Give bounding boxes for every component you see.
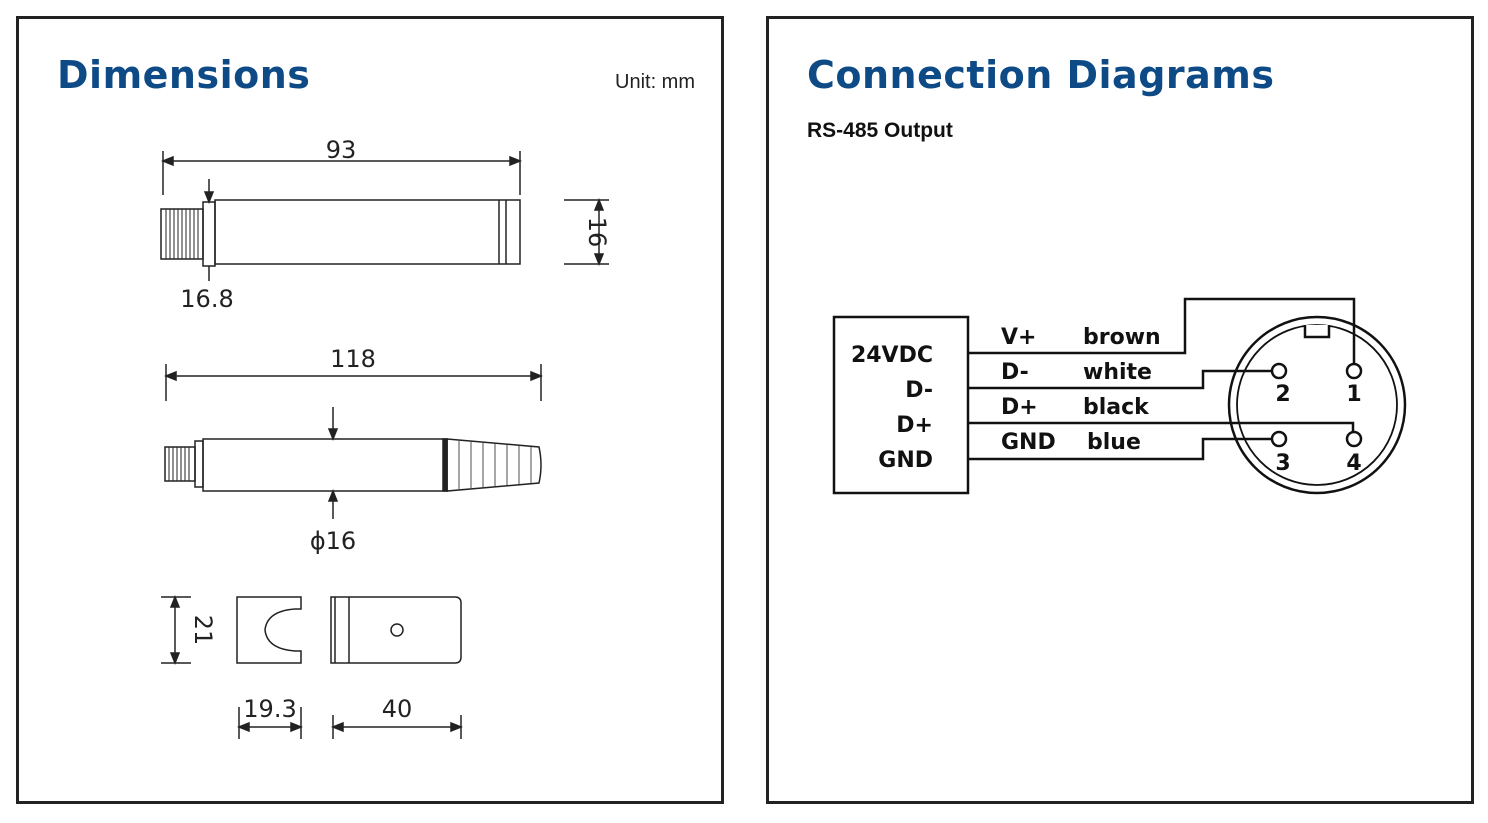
terminal-label-24vdc: 24VDC (850, 343, 933, 368)
sensor-top-view (161, 136, 611, 313)
pin-3: 3 (1275, 451, 1291, 476)
terminal-label-gnd: GND (878, 448, 933, 473)
terminal-label-d-minus: D- (905, 378, 933, 403)
dimensions-panel (16, 16, 724, 804)
pin-1: 1 (1346, 382, 1362, 407)
wiring-diagram (769, 19, 1471, 801)
label-19-3: 19.3 (243, 695, 297, 723)
clip-views (161, 597, 461, 739)
wire-color-black: black (1083, 395, 1149, 420)
dimensions-title: Dimensions (57, 53, 311, 97)
unit-label: Unit: mm (615, 71, 695, 93)
m12-connector (1229, 317, 1405, 493)
connection-subtitle: RS-485 Output (807, 119, 953, 142)
label-118: 118 (330, 345, 376, 373)
clip-side-shape (237, 597, 301, 663)
wire-color-blue: blue (1087, 430, 1141, 455)
clip-top-shape (331, 597, 461, 663)
wire-signal-gnd: GND (1001, 430, 1056, 455)
label-21: 21 (189, 614, 217, 646)
sensor-side-view (165, 345, 541, 555)
wire-color-brown: brown (1083, 325, 1161, 350)
connection-title: Connection Diagrams (807, 53, 1275, 97)
label-40: 40 (381, 695, 413, 723)
pin-4: 4 (1346, 451, 1362, 476)
wire-color-white: white (1083, 360, 1152, 385)
wire-signal-d-plus: D+ (1001, 395, 1038, 420)
label-93: 93 (325, 136, 357, 164)
label-16: 16 (583, 216, 611, 248)
connection-panel (766, 16, 1474, 804)
pin-2: 2 (1275, 382, 1291, 407)
dimension-drawing (19, 19, 721, 801)
label-16-8: 16.8 (180, 285, 234, 313)
wire-signal-v-plus: V+ (1001, 325, 1037, 350)
label-phi16: ϕ16 (309, 527, 357, 555)
wire-signal-d-minus: D- (1001, 360, 1029, 385)
terminal-label-d-plus: D+ (896, 413, 933, 438)
